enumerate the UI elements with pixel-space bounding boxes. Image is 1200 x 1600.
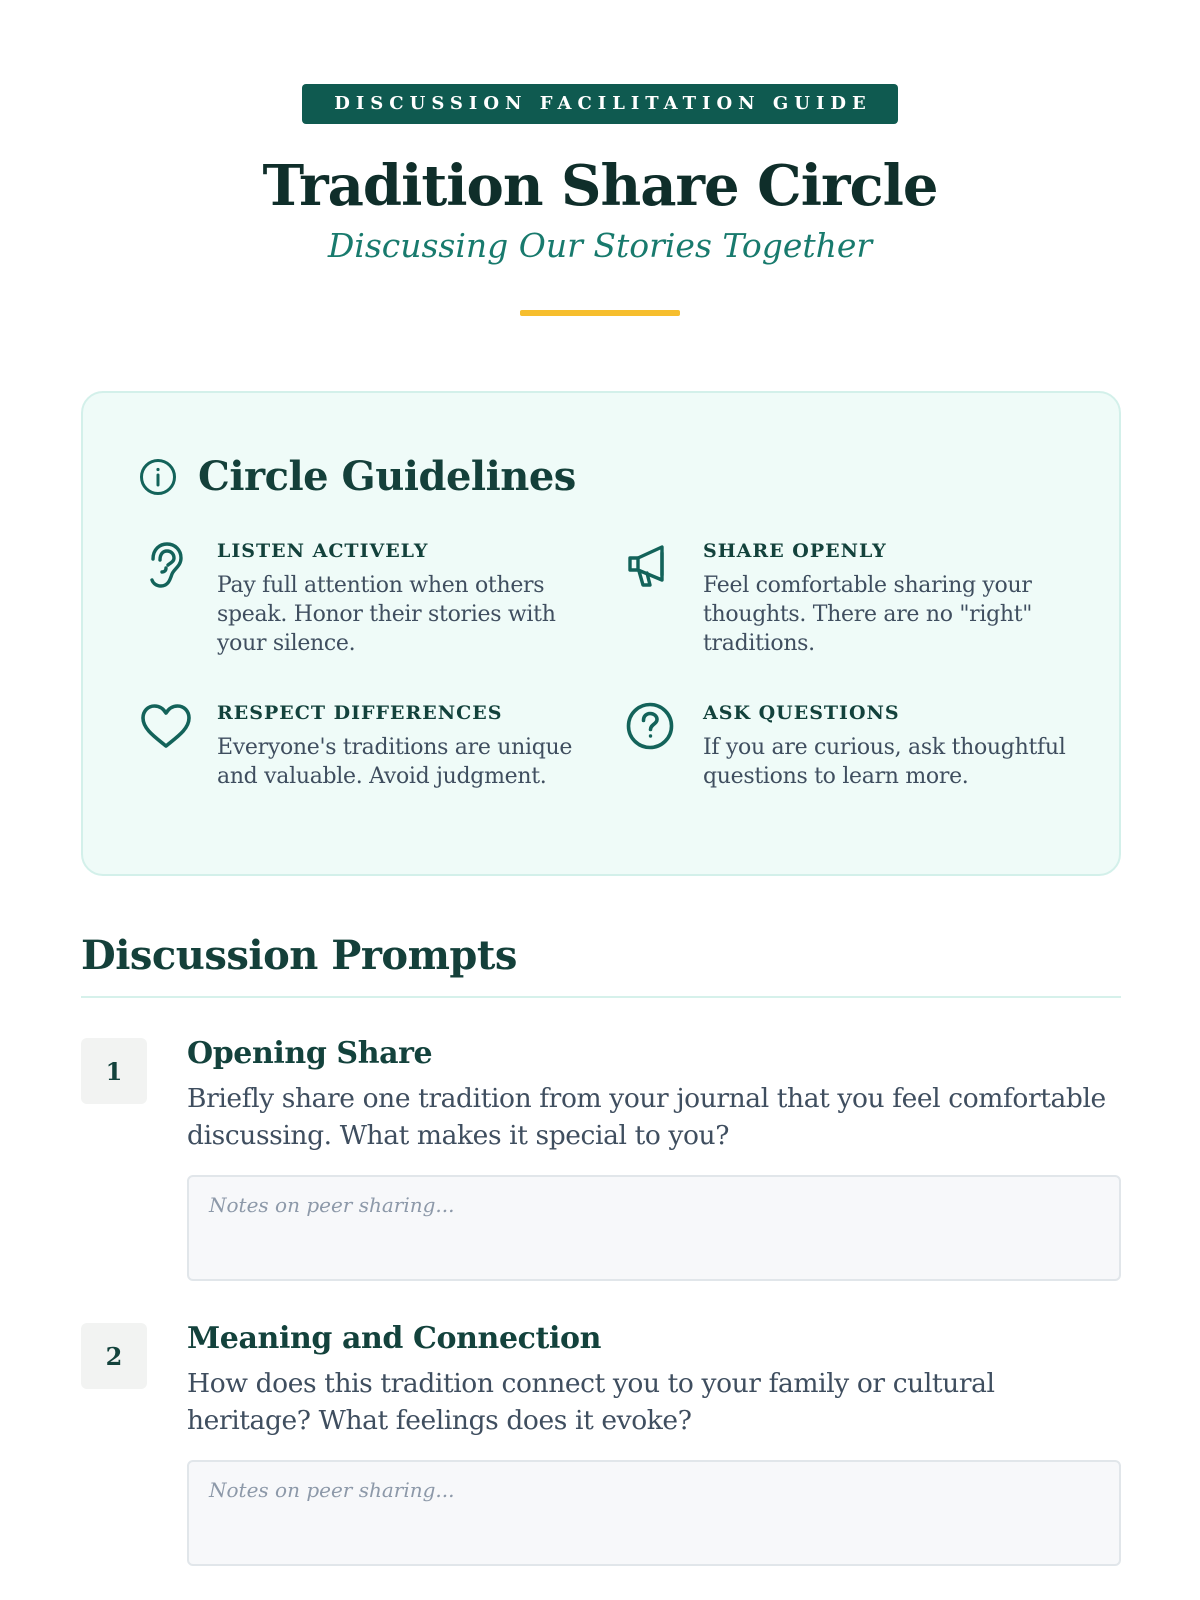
- discussion-prompts-heading: [81, 932, 1121, 998]
- prompt-item: [81, 1323, 1121, 1566]
- page-subtitle: Discussing Our Stories Together: [327, 226, 873, 265]
- question-icon: [625, 701, 679, 755]
- circle-guidelines-card: [81, 391, 1121, 876]
- guideline-title: ASK QUESTIONS: [703, 702, 900, 724]
- guideline-text: Feel comfortable sharing your thoughts. There are no "right" traditions.: [703, 573, 1033, 656]
- notes-field[interactable]: [187, 1460, 1121, 1566]
- prompt-title: Opening Share: [187, 1036, 433, 1071]
- guideline-ask-questions: [625, 701, 1066, 791]
- guideline-title: LISTEN ACTIVELY: [217, 540, 429, 562]
- guideline-listen-actively: [139, 539, 556, 658]
- guideline-text: If you are curious, ask thoughtful questions to learn more.: [703, 735, 1066, 789]
- prompt-number: 1: [81, 1038, 147, 1104]
- ear-icon: [139, 539, 193, 593]
- prompts-title: Discussion Prompts: [81, 932, 517, 979]
- prompt-item: [81, 1038, 1121, 1281]
- heart-icon: [139, 701, 193, 755]
- guideline-text: Pay full attention when others speak. Honor their stories with your silence.: [217, 573, 556, 656]
- prompt-question: Briefly share one tradition from your journal that you feel comfortable discussing. What makes it special to you?: [187, 1083, 1106, 1151]
- notes-field[interactable]: [187, 1175, 1121, 1281]
- page-title: Tradition Share Circle: [262, 153, 938, 219]
- guideline-share-openly: [625, 539, 1033, 658]
- prompt-title: Meaning and Connection: [187, 1321, 601, 1356]
- guideline-title: SHARE OPENLY: [703, 540, 887, 562]
- page-header: [0, 84, 1200, 316]
- info-icon: [138, 457, 178, 497]
- prompt-question: How does this tradition connect you to your family or cultural heritage? What feelings does it evoke?: [187, 1368, 995, 1436]
- guideline-title: RESPECT DIFFERENCES: [217, 702, 503, 724]
- prompt-number: 2: [81, 1323, 147, 1389]
- guidelines-title: Circle Guidelines: [198, 453, 576, 500]
- guide-badge: DISCUSSION FACILITATION GUIDE: [302, 84, 897, 124]
- guideline-respect-differences: [139, 701, 573, 791]
- guideline-text: Everyone's traditions are unique and valuable. Avoid judgment.: [217, 735, 573, 789]
- megaphone-icon: [625, 539, 679, 593]
- accent-divider: [520, 310, 680, 316]
- guidelines-heading: [138, 453, 576, 501]
